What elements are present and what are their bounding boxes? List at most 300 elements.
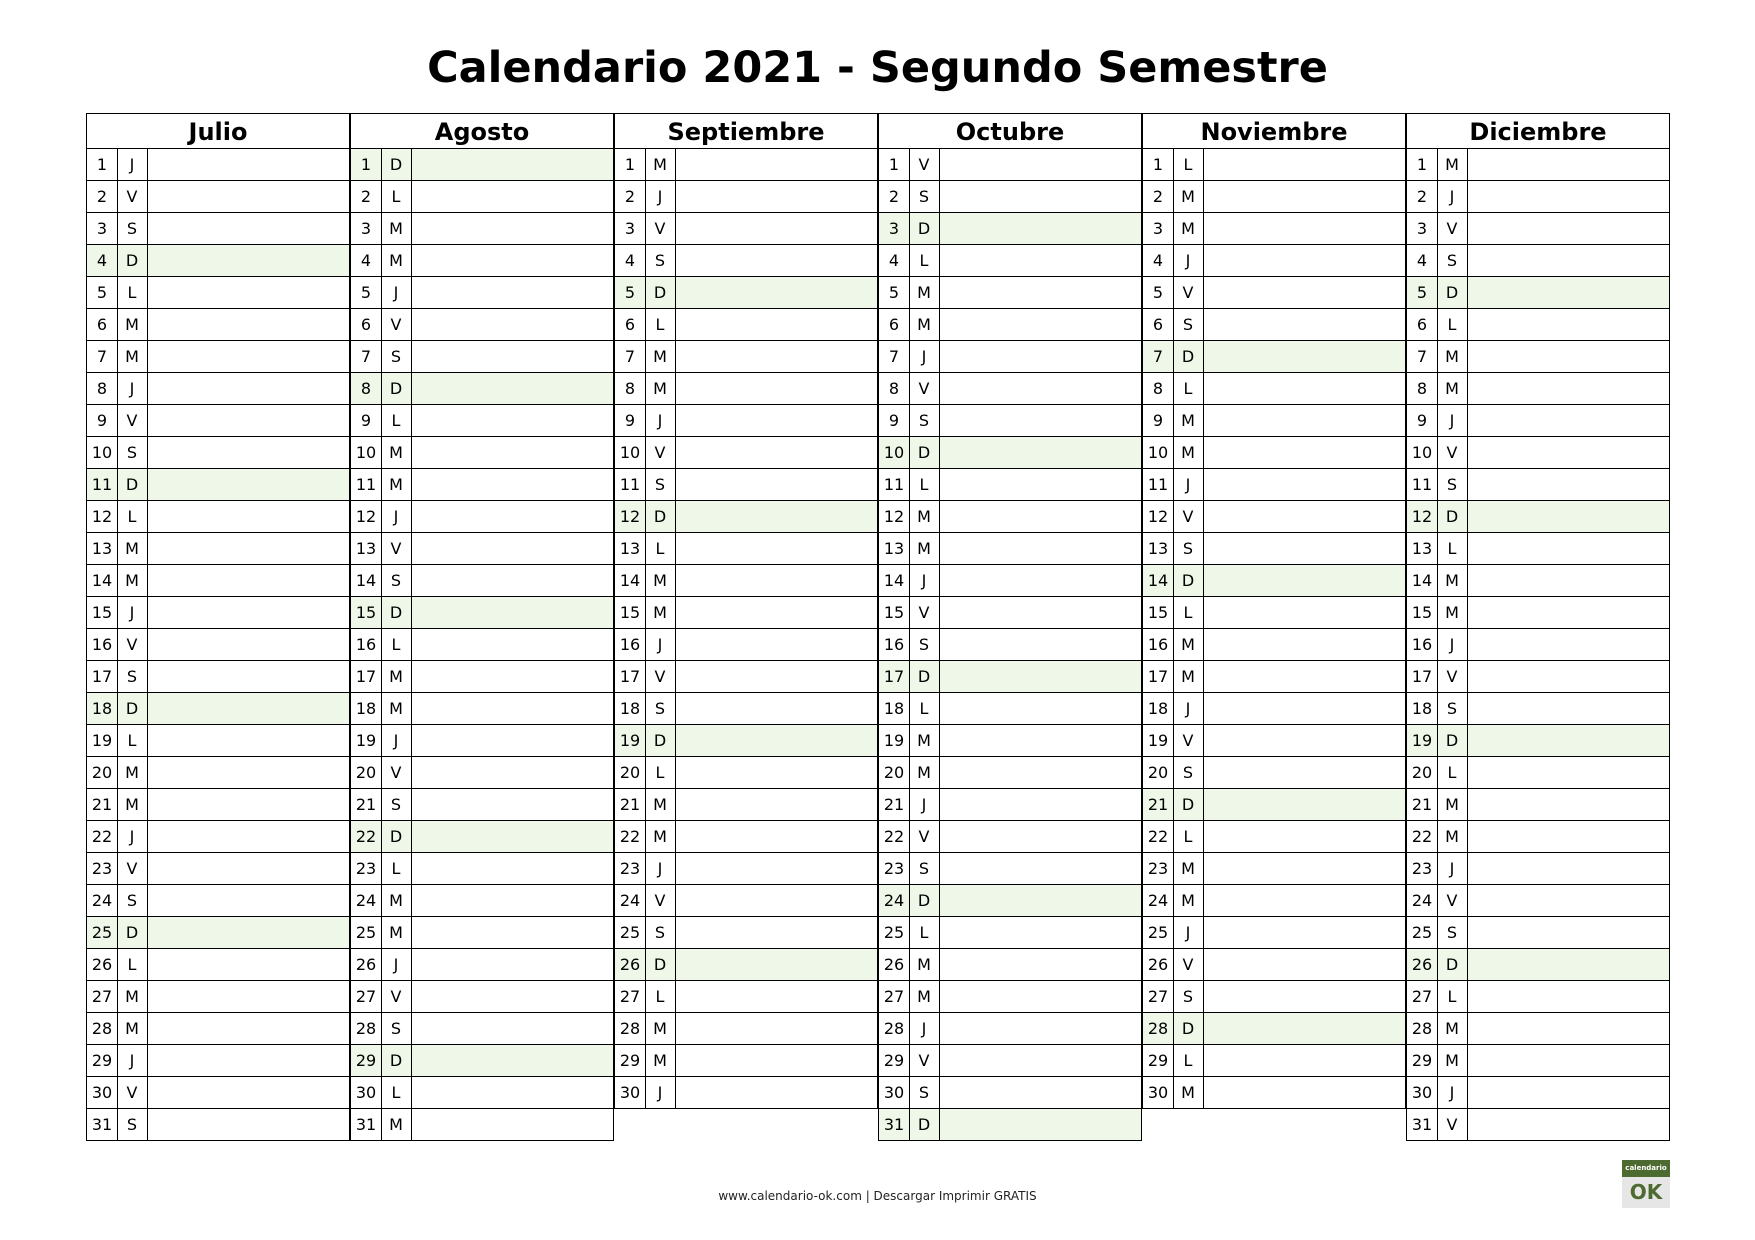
day-row <box>1406 341 1670 373</box>
weekday-letter: J <box>1437 1077 1468 1108</box>
weekday-letter: V <box>1437 213 1468 244</box>
day-number: 24 <box>879 885 910 916</box>
day-note-cell <box>1467 757 1669 788</box>
day-number: 22 <box>879 821 910 852</box>
day-number: 30 <box>351 1077 382 1108</box>
day-note-cell <box>675 565 877 596</box>
weekday-letter: L <box>117 949 148 980</box>
day-row <box>1142 437 1406 469</box>
day-number: 7 <box>1143 341 1174 372</box>
day-number: 4 <box>1407 245 1438 276</box>
day-number: 26 <box>1143 949 1174 980</box>
day-number: 10 <box>351 437 382 468</box>
day-number: 29 <box>351 1045 382 1076</box>
day-note-cell <box>939 1077 1141 1108</box>
day-number: 24 <box>87 885 118 916</box>
day-row <box>1142 597 1406 629</box>
weekday-letter: D <box>909 1109 940 1140</box>
day-row <box>1142 917 1406 949</box>
day-note-cell <box>675 405 877 436</box>
day-note-cell <box>675 213 877 244</box>
day-note-cell <box>1203 597 1405 628</box>
day-row <box>350 405 614 437</box>
day-number: 20 <box>615 757 646 788</box>
day-note-cell <box>1203 917 1405 948</box>
day-note-cell <box>147 885 349 916</box>
day-row <box>878 245 1142 277</box>
day-number: 28 <box>879 1013 910 1044</box>
weekday-letter: V <box>909 597 940 628</box>
day-row <box>878 853 1142 885</box>
day-row <box>1142 693 1406 725</box>
day-note-cell <box>147 533 349 564</box>
day-row <box>614 1013 878 1045</box>
day-number: 8 <box>879 373 910 404</box>
day-row <box>1406 245 1670 277</box>
day-number: 7 <box>615 341 646 372</box>
day-number: 2 <box>87 181 118 212</box>
weekday-letter: D <box>1173 1013 1204 1044</box>
weekday-letter: M <box>117 533 148 564</box>
day-note-cell <box>939 1045 1141 1076</box>
day-note-cell <box>939 917 1141 948</box>
day-note-cell <box>411 1013 613 1044</box>
day-number: 14 <box>879 565 910 596</box>
day-note-cell <box>939 501 1141 532</box>
day-row <box>878 725 1142 757</box>
day-number: 11 <box>1143 469 1174 500</box>
weekday-letter: S <box>117 885 148 916</box>
day-row <box>1142 885 1406 917</box>
weekday-letter: D <box>645 277 676 308</box>
day-row <box>350 597 614 629</box>
weekday-letter: L <box>909 469 940 500</box>
weekday-letter: V <box>381 533 412 564</box>
day-row <box>86 469 350 501</box>
day-row <box>350 469 614 501</box>
day-row <box>614 213 878 245</box>
day-row <box>350 149 614 181</box>
day-number: 27 <box>1143 981 1174 1012</box>
weekday-letter: J <box>381 501 412 532</box>
weekday-letter: L <box>1173 597 1204 628</box>
day-row <box>350 917 614 949</box>
weekday-letter: S <box>909 853 940 884</box>
day-note-cell <box>1467 405 1669 436</box>
day-note-cell <box>147 469 349 500</box>
day-row <box>1142 821 1406 853</box>
day-row <box>614 533 878 565</box>
day-row <box>878 565 1142 597</box>
day-row <box>1406 437 1670 469</box>
day-number: 1 <box>879 149 910 180</box>
day-note-cell <box>147 245 349 276</box>
weekday-letter: V <box>1173 949 1204 980</box>
day-number: 23 <box>351 853 382 884</box>
day-number: 15 <box>1143 597 1174 628</box>
day-note-cell <box>675 789 877 820</box>
day-number: 18 <box>87 693 118 724</box>
weekday-letter: S <box>117 1109 148 1140</box>
day-row <box>878 533 1142 565</box>
day-number: 11 <box>351 469 382 500</box>
day-note-cell <box>1467 149 1669 180</box>
day-note-cell <box>1203 501 1405 532</box>
day-number: 16 <box>351 629 382 660</box>
day-row <box>86 245 350 277</box>
day-note-cell <box>1467 1077 1669 1108</box>
day-row <box>1406 629 1670 661</box>
day-row <box>86 405 350 437</box>
weekday-letter: S <box>1437 245 1468 276</box>
day-note-cell <box>939 1013 1141 1044</box>
weekday-letter: M <box>909 533 940 564</box>
day-number: 1 <box>1407 149 1438 180</box>
day-number: 28 <box>615 1013 646 1044</box>
day-note-cell <box>1467 309 1669 340</box>
day-row <box>86 1109 350 1141</box>
weekday-letter: M <box>117 1013 148 1044</box>
day-note-cell <box>411 437 613 468</box>
day-number: 23 <box>879 853 910 884</box>
day-row <box>614 661 878 693</box>
day-row <box>350 853 614 885</box>
day-number: 22 <box>1143 821 1174 852</box>
day-row <box>1142 1077 1406 1109</box>
day-number: 21 <box>615 789 646 820</box>
weekday-letter: M <box>381 693 412 724</box>
day-number: 25 <box>1407 917 1438 948</box>
day-number: 7 <box>879 341 910 372</box>
day-note-cell <box>411 213 613 244</box>
day-note-cell <box>1467 181 1669 212</box>
weekday-letter: M <box>909 277 940 308</box>
day-note-cell <box>147 213 349 244</box>
day-row <box>86 981 350 1013</box>
day-row <box>1142 981 1406 1013</box>
day-number: 20 <box>87 757 118 788</box>
day-row <box>1406 565 1670 597</box>
day-number: 3 <box>615 213 646 244</box>
day-note-cell <box>939 309 1141 340</box>
weekday-letter: J <box>909 565 940 596</box>
day-row <box>1142 853 1406 885</box>
day-note-cell <box>1203 213 1405 244</box>
day-number: 8 <box>615 373 646 404</box>
weekday-letter: M <box>1173 405 1204 436</box>
day-row <box>86 597 350 629</box>
weekday-letter: J <box>645 405 676 436</box>
day-row <box>350 1077 614 1109</box>
day-number: 6 <box>615 309 646 340</box>
day-number: 14 <box>1407 565 1438 596</box>
day-note-cell <box>1203 853 1405 884</box>
day-row <box>1406 821 1670 853</box>
day-number: 6 <box>1407 309 1438 340</box>
day-note-cell <box>411 373 613 404</box>
day-number: 3 <box>1143 213 1174 244</box>
weekday-letter: M <box>381 1109 412 1140</box>
day-note-cell <box>675 821 877 852</box>
weekday-letter: S <box>645 917 676 948</box>
day-note-cell <box>1467 853 1669 884</box>
weekday-letter: M <box>645 149 676 180</box>
weekday-letter: S <box>1437 693 1468 724</box>
day-number: 18 <box>351 693 382 724</box>
weekday-letter: L <box>381 405 412 436</box>
weekday-letter: M <box>1173 1077 1204 1108</box>
day-row <box>614 341 878 373</box>
day-row <box>1406 757 1670 789</box>
weekday-letter: S <box>381 789 412 820</box>
day-number: 19 <box>1407 725 1438 756</box>
day-note-cell <box>411 597 613 628</box>
day-number: 8 <box>87 373 118 404</box>
day-number: 14 <box>351 565 382 596</box>
day-number: 8 <box>1407 373 1438 404</box>
day-number: 2 <box>615 181 646 212</box>
day-row <box>86 821 350 853</box>
day-row <box>614 917 878 949</box>
day-number: 5 <box>1143 277 1174 308</box>
weekday-letter: M <box>1173 181 1204 212</box>
day-row <box>878 629 1142 661</box>
day-row <box>878 309 1142 341</box>
day-number: 22 <box>1407 821 1438 852</box>
day-row <box>1142 725 1406 757</box>
day-number: 21 <box>879 789 910 820</box>
weekday-letter: D <box>1173 565 1204 596</box>
day-number: 1 <box>1143 149 1174 180</box>
day-number: 23 <box>87 853 118 884</box>
day-row <box>350 181 614 213</box>
day-row <box>878 1077 1142 1109</box>
day-note-cell <box>147 949 349 980</box>
weekday-letter: M <box>1173 661 1204 692</box>
day-row <box>350 277 614 309</box>
day-number: 3 <box>879 213 910 244</box>
day-row <box>878 405 1142 437</box>
day-number: 29 <box>879 1045 910 1076</box>
weekday-letter: J <box>1173 469 1204 500</box>
weekday-letter: L <box>117 725 148 756</box>
day-number: 13 <box>351 533 382 564</box>
day-number: 28 <box>1407 1013 1438 1044</box>
day-number: 16 <box>615 629 646 660</box>
weekday-letter: S <box>1437 469 1468 500</box>
day-row <box>1142 757 1406 789</box>
day-note-cell <box>939 533 1141 564</box>
weekday-letter: J <box>117 1045 148 1076</box>
month-agosto <box>350 113 614 1141</box>
day-number: 27 <box>879 981 910 1012</box>
day-row <box>1406 597 1670 629</box>
day-number: 19 <box>351 725 382 756</box>
page-title: Calendario 2021 - Segundo Semestre <box>427 43 1328 93</box>
weekday-letter: V <box>645 661 676 692</box>
day-row <box>878 885 1142 917</box>
day-number: 29 <box>615 1045 646 1076</box>
weekday-letter: M <box>1173 213 1204 244</box>
day-row <box>614 149 878 181</box>
day-number: 4 <box>87 245 118 276</box>
weekday-letter: J <box>1173 917 1204 948</box>
weekday-letter: V <box>117 1077 148 1108</box>
day-number: 17 <box>615 661 646 692</box>
day-number: 25 <box>1143 917 1174 948</box>
day-note-cell <box>147 309 349 340</box>
weekday-letter: J <box>381 277 412 308</box>
weekday-letter: V <box>117 405 148 436</box>
day-note-cell <box>1467 533 1669 564</box>
day-row <box>1142 469 1406 501</box>
day-note-cell <box>147 1013 349 1044</box>
day-row <box>1406 981 1670 1013</box>
weekday-letter: L <box>645 981 676 1012</box>
day-number: 26 <box>351 949 382 980</box>
weekday-letter: D <box>381 597 412 628</box>
day-note-cell <box>939 693 1141 724</box>
day-note-cell <box>1203 565 1405 596</box>
weekday-letter: M <box>381 437 412 468</box>
day-note-cell <box>147 565 349 596</box>
day-note-cell <box>1467 1013 1669 1044</box>
weekday-letter: M <box>645 565 676 596</box>
day-number: 26 <box>879 949 910 980</box>
day-row <box>350 533 614 565</box>
weekday-letter: V <box>645 437 676 468</box>
day-note-cell <box>147 661 349 692</box>
weekday-letter: L <box>1173 149 1204 180</box>
day-row <box>1142 501 1406 533</box>
weekday-letter: M <box>909 981 940 1012</box>
day-number: 2 <box>1143 181 1174 212</box>
day-number: 25 <box>879 917 910 948</box>
day-row <box>878 277 1142 309</box>
day-note-cell <box>1467 949 1669 980</box>
weekday-letter: J <box>117 597 148 628</box>
day-row <box>878 437 1142 469</box>
day-note-cell <box>411 565 613 596</box>
day-note-cell <box>147 789 349 820</box>
day-note-cell <box>675 597 877 628</box>
day-row <box>878 1109 1142 1141</box>
day-number: 9 <box>351 405 382 436</box>
day-note-cell <box>411 149 613 180</box>
weekday-letter: L <box>117 501 148 532</box>
weekday-letter: L <box>381 181 412 212</box>
day-row <box>86 501 350 533</box>
day-row <box>1406 405 1670 437</box>
day-note-cell <box>147 437 349 468</box>
weekday-letter: D <box>645 949 676 980</box>
day-number: 12 <box>1143 501 1174 532</box>
day-row <box>1406 277 1670 309</box>
day-note-cell <box>675 629 877 660</box>
day-row <box>614 821 878 853</box>
day-note-cell <box>1203 693 1405 724</box>
day-note-cell <box>1203 181 1405 212</box>
day-number: 3 <box>351 213 382 244</box>
weekday-letter: M <box>1437 597 1468 628</box>
day-note-cell <box>1467 885 1669 916</box>
day-note-cell <box>147 277 349 308</box>
day-number: 21 <box>1407 789 1438 820</box>
day-row <box>1406 1077 1670 1109</box>
weekday-letter: D <box>1437 501 1468 532</box>
day-row <box>350 437 614 469</box>
day-number: 15 <box>87 597 118 628</box>
day-note-cell <box>675 533 877 564</box>
day-note-cell <box>1467 437 1669 468</box>
weekday-letter: J <box>1437 405 1468 436</box>
day-note-cell <box>411 277 613 308</box>
day-number: 5 <box>615 277 646 308</box>
weekday-letter: J <box>645 181 676 212</box>
day-row <box>878 501 1142 533</box>
day-row <box>878 1013 1142 1045</box>
day-note-cell <box>1467 917 1669 948</box>
day-number: 26 <box>1407 949 1438 980</box>
day-row <box>614 853 878 885</box>
day-number: 25 <box>87 917 118 948</box>
day-row <box>1406 661 1670 693</box>
day-note-cell <box>675 949 877 980</box>
weekday-letter: V <box>381 309 412 340</box>
day-note-cell <box>939 181 1141 212</box>
day-number: 6 <box>1143 309 1174 340</box>
day-number: 31 <box>879 1109 910 1140</box>
day-number: 15 <box>615 597 646 628</box>
day-number: 19 <box>879 725 910 756</box>
month-diciembre <box>1406 113 1670 1141</box>
day-row <box>1406 949 1670 981</box>
day-note-cell <box>147 181 349 212</box>
day-number: 26 <box>615 949 646 980</box>
footer-text: www.calendario-ok.com | Descargar Imprimir GRATIS <box>718 1189 1037 1203</box>
day-note-cell <box>147 757 349 788</box>
day-note-cell <box>411 533 613 564</box>
day-number: 17 <box>1407 661 1438 692</box>
day-row <box>1142 213 1406 245</box>
weekday-letter: J <box>1437 853 1468 884</box>
weekday-letter: M <box>645 1013 676 1044</box>
day-number: 17 <box>1143 661 1174 692</box>
day-row <box>1142 565 1406 597</box>
day-row <box>86 533 350 565</box>
day-number: 9 <box>879 405 910 436</box>
day-number: 13 <box>615 533 646 564</box>
day-row <box>1142 1013 1406 1045</box>
logo-top-text: calendario <box>1622 1160 1670 1177</box>
day-note-cell <box>1467 213 1669 244</box>
weekday-letter: V <box>909 373 940 404</box>
day-row <box>878 341 1142 373</box>
weekday-letter: S <box>909 181 940 212</box>
day-row <box>350 341 614 373</box>
weekday-letter: S <box>1173 533 1204 564</box>
weekday-letter: D <box>117 469 148 500</box>
day-note-cell <box>1203 885 1405 916</box>
day-row <box>1406 725 1670 757</box>
day-number: 21 <box>87 789 118 820</box>
weekday-letter: S <box>1173 757 1204 788</box>
day-note-cell <box>675 245 877 276</box>
day-number: 25 <box>615 917 646 948</box>
weekday-letter: V <box>1173 277 1204 308</box>
weekday-letter: L <box>909 917 940 948</box>
day-row <box>86 341 350 373</box>
